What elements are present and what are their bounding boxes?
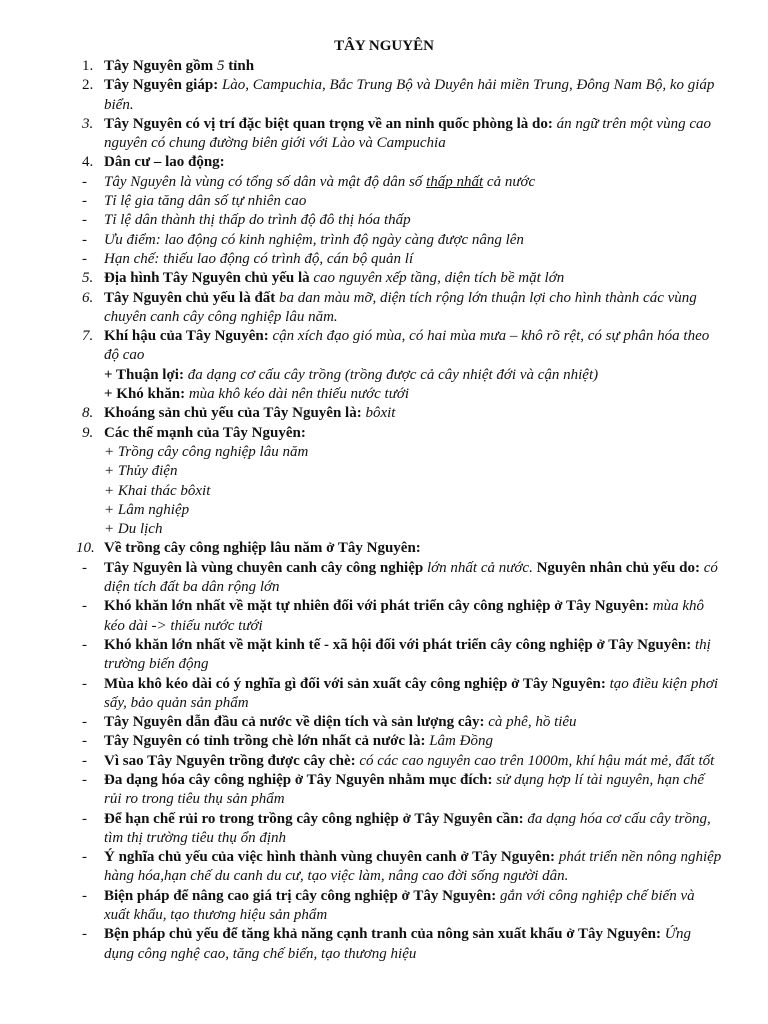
italic-text: mùa khô kéo dài nên thiếu nước tưới [185,386,410,403]
italic-text: Tỉ lệ dân thành thị thấp do trình độ đô thị hóa thấp [104,212,411,229]
italic-text: lớn nhất cả nước. [423,559,533,576]
content-list [0,57,768,964]
list-item [0,76,768,115]
bold-text: Tây Nguyên chủ yếu là đất [104,289,276,306]
item-bullet: - [82,810,87,827]
bold-text: Khó khăn lớn nhất về mặt tự nhiên đối với phát triển cây công nghiệp ở Tây Nguyên: [104,598,649,615]
item-bullet: - [82,250,87,267]
bold-text: Tây Nguyên dẫn đầu cả nước về diện tích và sản lượng cây: [104,714,485,731]
italic-text: cà phê, hồ tiêu [484,714,577,731]
item-bullet: - [82,733,87,750]
bold-text: Các thế mạnh của Tây Nguyên: [104,424,306,441]
item-number [0,269,104,288]
bold-text: + Thuận lợi: [104,366,184,383]
list-item [0,925,768,964]
italic-text: Tây Nguyên là vùng có tổng số dân và mật độ dân số [104,173,427,190]
item-number: 4. [82,154,94,171]
italic-text: cao nguyên xếp tầng, diện tích bề mặt lớn [309,270,565,287]
item-number [0,289,104,328]
list-item [0,327,768,366]
item-number [0,115,104,154]
list-item [0,848,768,887]
item-bullet: - [82,193,87,210]
bold-text: Đa dạng hóa cây công nghiệp ở Tây Nguyên nhằm mục đích: [104,771,493,788]
list-item [0,231,768,250]
italic-text: + Du lịch [104,521,163,538]
item-number [0,327,104,366]
bold-text: Khí hậu của Tây Nguyên: [104,328,269,345]
list-item [0,192,768,211]
list-item [0,810,768,849]
item-bullet: - [82,752,87,769]
item-number [0,404,104,423]
item-number: 2. [82,77,94,94]
item-bullet: - [82,598,87,615]
list-item [0,539,768,558]
bold-text: Tây Nguyên giáp: [104,77,219,94]
bold-text: Khó khăn lớn nhất về mặt kinh tế - xã hội đối với phát triển cây công nghiệp ở Tây Nguyên: [104,636,692,653]
italic-text: + Khai thác bôxit [104,482,211,499]
list-item [0,887,768,926]
italic-text: bôxit [361,405,396,422]
italic-text: đa dạng cơ cấu cây trồng (trồng được cả cây nhiệt đới và cận nhiệt) [183,366,599,383]
list-item [0,289,768,328]
italic-text: + Trồng cây công nghiệp lâu năm [104,443,309,460]
italic-text: 9. [82,424,94,441]
italic-text: phát triển nền nông nghiệp hàng hóa,hạn chế du canh du cư, tạo việc làm, nâng cao đời sống người dân. [104,849,722,885]
list-item [0,404,768,423]
list-item [0,713,768,732]
italic-text: ba dan màu mỡ, diện tích rộng lớn thuận lợi cho hình thành các vùng chuyên canh cây công nghiệp lâu năm. [104,289,697,325]
bold-text: Mùa khô kéo dài có ý nghĩa gì đối với sản xuất cây công nghiệp ở Tây Nguyên: [104,675,606,692]
italic-text: Ưu điểm: lao động có kinh nghiệm, trình độ ngày càng được nâng lên [104,231,524,248]
list-item [0,173,768,192]
italic-text: + Thủy điện [104,463,178,480]
list-item [0,771,768,810]
italic-text: mùa khô kéo dài -> thiếu nước tưới [104,598,704,634]
bold-text: Dân cư – lao động: [104,154,225,171]
item-bullet: - [82,636,87,653]
italic-text: Tỉ lệ gia tăng dân số tự nhiên cao [104,193,307,210]
sub-item [0,482,724,501]
item-bullet: - [82,173,87,190]
italic-text: 3. [82,115,94,132]
sub-item [0,462,724,481]
bold-text: Biện pháp để nâng cao giá trị cây công nghiệp ở Tây Nguyên: [104,887,497,904]
bold-text: Tây Nguyên gồm [104,58,217,74]
italic-text: thị trường biến động [104,636,711,673]
list-item [0,675,768,714]
italic-text: Lào, Campuchia, Bắc Trung Bộ và Duyên hải miền Trung, Đông Nam Bộ, ko giáp biển. [104,77,715,113]
bold-text: Khoáng sản chủ yếu của Tây Nguyên là: [104,405,362,422]
bold-text: Tây Nguyên có vị trí đặc biệt quan trọng về an ninh quốc phòng là do: [104,115,553,132]
bold-text: tỉnh [224,58,255,74]
italic-text: Ứng dụng công nghệ cao, tăng chế biến, tạo thương hiệu [104,926,692,962]
item-bullet: - [82,771,87,788]
sub-item [0,501,724,520]
bold-text: Về trồng cây công nghiệp lâu năm ở Tây Nguyên: [104,540,421,557]
italic-text: đa dạng hóa cơ cấu cây trồng, tìm thị trường tiêu thụ ổn định [104,810,711,846]
item-number [0,424,104,443]
item-bullet: - [82,714,87,731]
bold-text: Nguyên nhân chủ yếu do: [532,559,700,576]
item-bullet: - [82,849,87,866]
sub-item [0,520,724,539]
document-title: TÂY NGUYÊN [334,38,434,54]
item-number: 1. [82,58,94,74]
list-item [0,424,768,443]
item-bullet: - [82,926,87,943]
italic-text: 5 [216,58,225,74]
italic-text: 8. [82,405,94,422]
list-item [0,153,768,172]
list-item [0,57,768,76]
italic-text: có diện tích đất ba dân rộng lớn [104,559,718,596]
list-item [0,636,768,675]
item-bullet: - [82,231,87,248]
list-item [0,732,768,751]
italic-text: Lâm Đồng [425,733,493,750]
bold-text: Bện pháp chủ yếu để tăng khả năng cạnh tranh của nông sản xuất khẩu ở Tây Nguyên: [104,926,661,943]
list-item [0,250,768,269]
italic-text: có các cao nguyên cao trên 1000m, khí hậu mát mẻ, đất tốt [355,752,715,769]
underlined-text: thấp nhất [426,173,484,190]
item-bullet: - [82,212,87,229]
item-bullet: - [82,559,87,576]
list-item [0,269,768,288]
item-number [0,539,104,558]
italic-text: 6. [82,289,94,306]
italic-text: gắn với công nghiệp chế biến và xuất khẩu, tạo thương hiệu sản phẩm [104,887,695,924]
italic-text: tạo điều kiện phơi sấy, bảo quản sản phẩm [104,675,718,711]
list-item [0,115,768,154]
sub-item [0,385,724,404]
list-item [0,597,768,636]
sub-item [0,366,724,385]
italic-text: 7. [82,328,94,345]
bold-text: Tây Nguyên có tỉnh trồng chè lớn nhất cả nước là: [104,733,426,750]
item-bullet: - [82,675,87,692]
italic-text: cả nước [483,173,536,190]
list-item [0,752,768,771]
italic-text: sử dụng hợp lí tài nguyên, hạn chế rủi ro trong tiêu thụ sản phẩm [104,771,705,808]
bold-text: + Khó khăn: [104,386,186,403]
list-item [0,559,768,598]
bold-text: Ý nghĩa chủ yếu của việc hình thành vùng chuyên canh ở Tây Nguyên: [104,849,556,866]
italic-text: + Lâm nghiệp [104,501,190,518]
bold-text: Địa hình Tây Nguyên chủ yếu là [104,270,310,287]
list-item [0,211,768,230]
italic-text: 10. [76,540,95,557]
bold-text: Để hạn chế rủi ro trong trồng cây công nghiệp ở Tây Nguyên cần: [104,810,524,827]
italic-text: cận xích đạo gió mùa, có hai mùa mưa – khô rõ rệt, có sự phân hóa theo độ cao [104,328,710,364]
item-bullet: - [82,887,87,904]
bold-text: Tây Nguyên là vùng chuyên canh cây công nghiệp [104,559,424,576]
italic-text: 5. [82,270,94,287]
sub-item [0,443,724,462]
bold-text: Vì sao Tây Nguyên trồng được cây chè: [104,752,356,769]
italic-text: Hạn chế: thiếu lao động có trình độ, cán bộ quản lí [104,250,414,267]
italic-text: án ngữ trên một vùng cao nguyên có chung đường biên giới với Lào và Campuchia [104,115,711,152]
